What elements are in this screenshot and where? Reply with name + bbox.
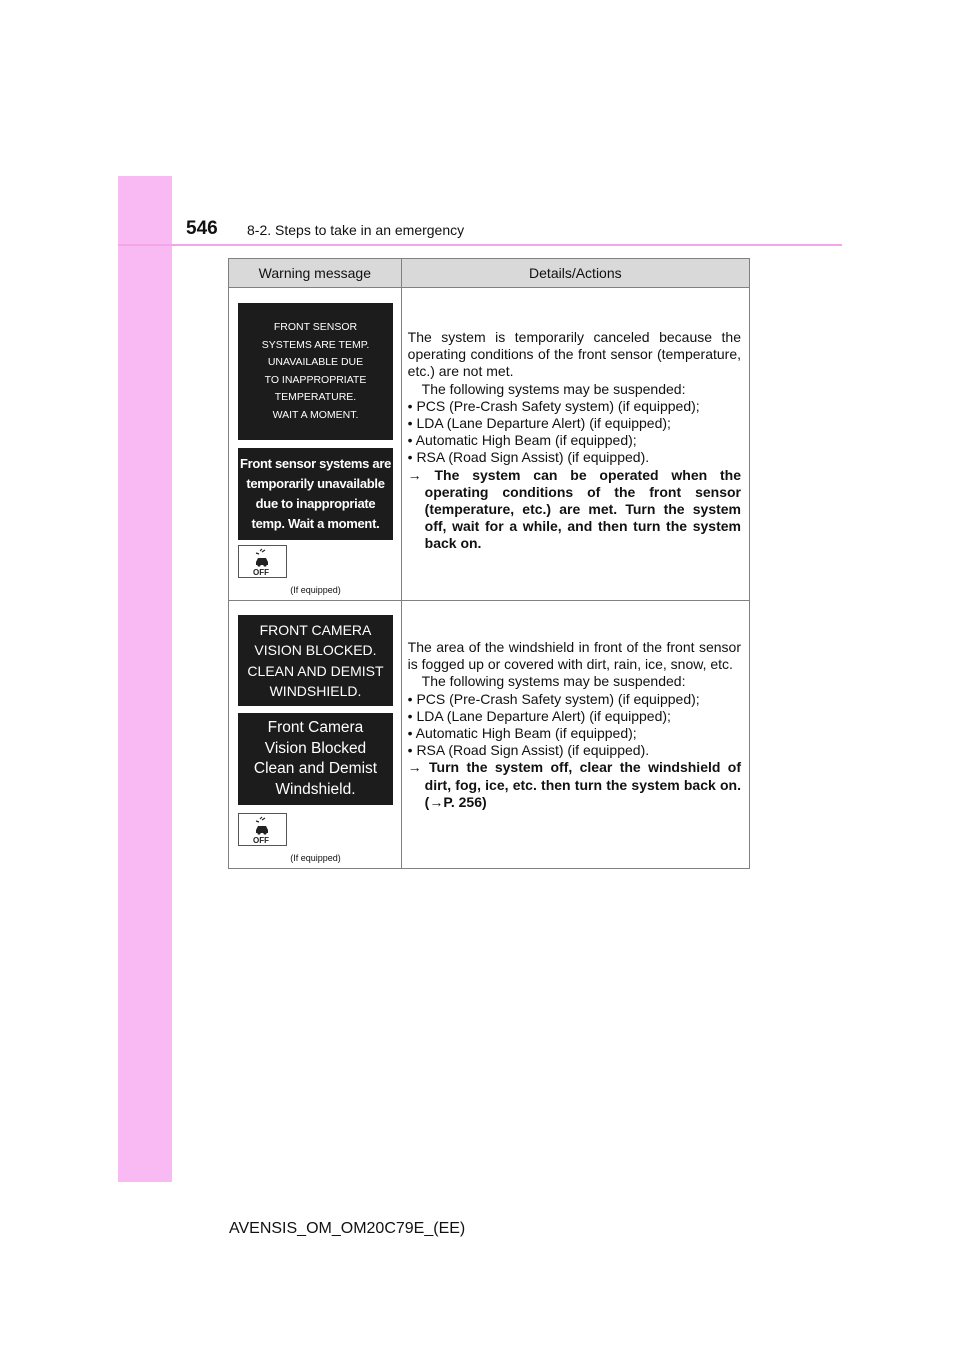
detail-text: The area of the windshield in front of the front sensor is fogged up or covered with dirt, rain, ice, snow, etc. xyxy=(407,639,741,673)
table-row xyxy=(229,601,750,869)
header-rule xyxy=(118,244,842,246)
arrow-icon: → xyxy=(407,466,422,483)
pcs-off-icon xyxy=(238,545,287,578)
list-item: • LDA (Lane Departure Alert) (if equipped); xyxy=(407,415,671,432)
document-code: AVENSIS_OM_OM20C79E_(EE) xyxy=(229,1220,466,1237)
warning-message-table xyxy=(228,258,750,869)
pcs-off-icon xyxy=(238,813,287,846)
multi-info-display-message: FRONT CAMERA VISION BLOCKED. CLEAN AND DEMIST WINDSHIELD. xyxy=(238,615,393,706)
table-header-row xyxy=(229,259,750,288)
column-header-details: Details/Actions xyxy=(401,259,749,288)
list-item: • RSA (Road Sign Assist) (if equipped). xyxy=(407,449,650,466)
list-item: • Automatic High Beam (if equipped); xyxy=(407,725,637,742)
list-item: • LDA (Lane Departure Alert) (if equipped); xyxy=(407,707,671,724)
details-actions-cell xyxy=(401,601,749,869)
equip-note: (If equipped) xyxy=(290,585,341,595)
page-number: 546 xyxy=(186,218,218,239)
section-title: 8-2. Steps to take in an emergency xyxy=(247,222,465,238)
action-text: → The system can be operated when the operating conditions of the front sensor (temperature, etc.) are met. Turn the system off, wait for a while, and then turn the system back on. xyxy=(407,466,741,552)
svg-text:OFF: OFF xyxy=(253,836,269,844)
side-tab-marker xyxy=(118,176,172,1182)
list-item: • Automatic High Beam (if equipped); xyxy=(407,432,637,449)
list-item: • PCS (Pre-Crash Safety system) (if equipped); xyxy=(407,397,700,414)
systems-intro: The following systems may be suspended: xyxy=(421,380,686,397)
arrow-icon: → xyxy=(407,759,422,776)
warning-message-cell xyxy=(229,601,402,869)
systems-intro: The following systems may be suspended: xyxy=(421,673,686,690)
detail-text: The system is temporarily canceled because the operating conditions of the front sensor (temperature, etc.) are not met. xyxy=(407,329,741,380)
svg-text:OFF: OFF xyxy=(253,568,269,576)
column-header-warning: Warning message xyxy=(229,259,402,288)
multi-info-display-message-alt: Front sensor systems are temporarily unavailable due to inappropriate temp. Wait a moment. xyxy=(238,448,393,540)
list-item: • PCS (Pre-Crash Safety system) (if equipped); xyxy=(407,690,700,707)
warning-message-cell xyxy=(229,288,402,601)
multi-info-display-message: FRONT SENSOR SYSTEMS ARE TEMP. UNAVAILABLE DUE TO INAPPROPRIATE TEMPERATURE. WAIT A MOMENT. xyxy=(238,303,393,440)
details-actions-cell xyxy=(401,288,749,601)
multi-info-display-message-alt: Front Camera Vision Blocked Clean and Demist Windshield. xyxy=(238,713,393,805)
arrow-icon: → xyxy=(429,793,444,810)
table-row xyxy=(229,288,750,601)
list-item: • RSA (Road Sign Assist) (if equipped). xyxy=(407,742,650,759)
equip-note: (If equipped) xyxy=(290,853,341,863)
action-text: → Turn the system off, clear the windshield of dirt, fog, ice, etc. then turn the system back on. (→P. 256) xyxy=(407,759,742,810)
